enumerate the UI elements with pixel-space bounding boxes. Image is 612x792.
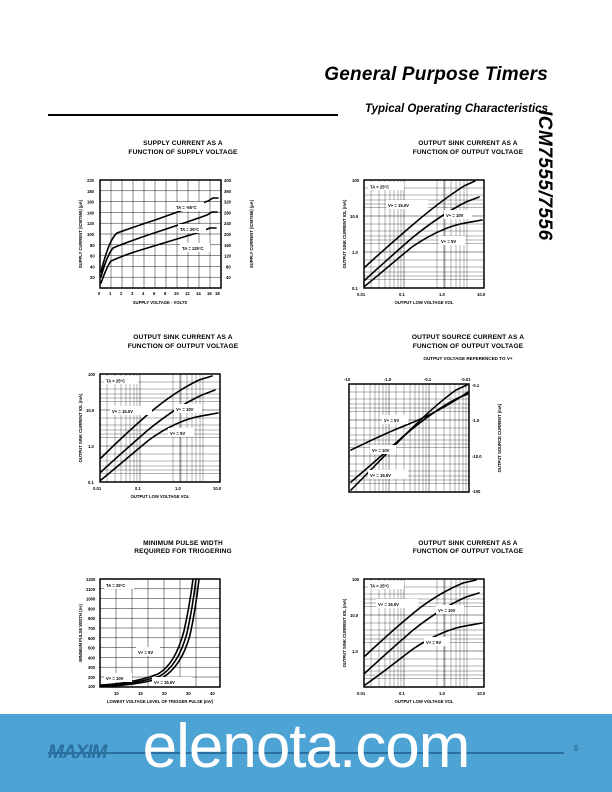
x-axis-label: OUTPUT LOW VOLTAGE VOL	[394, 299, 454, 305]
svg-text:10.0: 10.0	[350, 613, 359, 619]
svg-text:700: 700	[88, 626, 95, 632]
x-axis-label: OUTPUT LOW VOLTAGE VOL	[394, 699, 454, 705]
svg-text:1.0: 1.0	[352, 249, 358, 255]
svg-text:TA = -55°C: TA = -55°C	[176, 204, 197, 210]
svg-text:4: 4	[142, 290, 145, 296]
svg-text:140: 140	[87, 210, 94, 216]
svg-text:80: 80	[90, 242, 95, 248]
svg-text:2: 2	[120, 290, 123, 296]
svg-text:V+ = 5V: V+ = 5V	[441, 238, 457, 244]
svg-text:30: 30	[186, 691, 191, 697]
svg-text:14: 14	[196, 290, 201, 296]
svg-text:12: 12	[185, 290, 190, 296]
plot-svg	[60, 356, 256, 506]
svg-text:40: 40	[226, 274, 231, 280]
plot-svg	[60, 162, 256, 312]
svg-text:V+ = 10V: V+ = 10V	[438, 608, 456, 614]
x-axis-label: SUPPLY VOLTAGE - VOLTS	[132, 299, 188, 305]
svg-text:220: 220	[87, 177, 94, 183]
x-axis-label: OUTPUT LOW VOLTAGE VOL	[130, 493, 190, 499]
svg-text:320: 320	[224, 199, 231, 205]
figure-output-sink-current-mid	[0, 334, 306, 512]
svg-text:0.1: 0.1	[135, 485, 141, 491]
x-axis-ticks	[357, 691, 486, 696]
svg-text:V+ = 10V: V+ = 10V	[176, 406, 194, 412]
figure-row-1	[0, 140, 612, 312]
figure-title: OUTPUT SINK CURRENT AS A FUNCTION OF OUTPUT VOLTAGE	[412, 539, 524, 556]
svg-text:1.0: 1.0	[88, 443, 94, 449]
x-axis-top-ticks	[344, 377, 471, 382]
svg-text:0.1: 0.1	[352, 285, 358, 291]
svg-text:0.01: 0.01	[93, 485, 102, 491]
svg-text:V+ = 10V: V+ = 10V	[372, 447, 390, 453]
plot-area	[60, 356, 306, 506]
svg-text:300: 300	[88, 665, 95, 671]
svg-text:10: 10	[114, 691, 119, 697]
svg-text:V+ = 5V: V+ = 5V	[170, 430, 186, 436]
svg-text:3: 3	[131, 290, 134, 296]
svg-text:400: 400	[88, 655, 95, 661]
page-title: General Purpose Timers	[324, 64, 548, 85]
svg-text:20: 20	[90, 274, 95, 280]
page-number: 5	[574, 744, 579, 753]
svg-text:16: 16	[207, 290, 212, 296]
svg-text:160: 160	[224, 242, 231, 248]
svg-text:1100: 1100	[86, 587, 96, 593]
y-axis-left-ticks	[350, 178, 360, 291]
svg-text:0: 0	[98, 290, 101, 296]
svg-text:TA = 25°C: TA = 25°C	[180, 226, 200, 232]
svg-text:40: 40	[90, 264, 95, 270]
y-axis-right-ticks	[224, 178, 232, 280]
svg-text:180: 180	[87, 188, 94, 194]
svg-text:-0.01: -0.01	[461, 376, 471, 382]
plot-svg	[60, 561, 256, 711]
svg-text:V+ = 15.0V: V+ = 15.0V	[112, 408, 133, 414]
svg-text:-1.0: -1.0	[384, 376, 392, 382]
plot-svg	[324, 362, 520, 512]
svg-text:0.01: 0.01	[357, 291, 366, 297]
svg-text:600: 600	[88, 636, 95, 642]
svg-text:1.0: 1.0	[175, 485, 181, 491]
svg-text:40: 40	[210, 691, 215, 697]
svg-text:-10: -10	[344, 376, 351, 382]
svg-text:TA = 25°C: TA = 25°C	[370, 583, 390, 589]
curve-annotations	[368, 415, 408, 479]
svg-text:TA = 25°C: TA = 25°C	[106, 583, 126, 589]
svg-text:1.0: 1.0	[439, 291, 445, 297]
figure-title: OUTPUT SINK CURRENT AS A FUNCTION OF OUTPUT VOLTAGE	[127, 333, 239, 350]
y-axis-label-right: OUTPUT SOURCE CURRENT (mA)	[497, 403, 502, 472]
figure-row-3	[0, 540, 612, 712]
svg-text:360: 360	[224, 188, 231, 194]
svg-text:6: 6	[153, 290, 156, 296]
svg-text:-10.0: -10.0	[472, 453, 482, 459]
svg-text:120: 120	[87, 220, 94, 226]
svg-text:-0.1: -0.1	[472, 382, 480, 388]
svg-text:10.0: 10.0	[86, 407, 95, 413]
figure-minimum-pulse-width	[0, 540, 306, 712]
svg-text:TA = 25°C: TA = 25°C	[370, 184, 390, 190]
svg-text:-1.0: -1.0	[472, 417, 480, 423]
y-axis-right-ticks	[472, 383, 482, 494]
watermark: elenota.com	[142, 712, 470, 781]
svg-text:280: 280	[224, 210, 231, 216]
svg-text:10.0: 10.0	[213, 485, 222, 491]
svg-text:V+ = 15.0V: V+ = 15.0V	[154, 680, 175, 686]
plot-area	[60, 561, 306, 711]
svg-text:-0.1: -0.1	[424, 376, 432, 382]
svg-text:V+ = 15.0V: V+ = 15.0V	[370, 472, 391, 478]
x-axis-ticks	[114, 691, 215, 696]
figure-supply-current-vs-supply-voltage	[0, 140, 306, 312]
svg-text:-100: -100	[472, 488, 481, 494]
svg-text:10.0: 10.0	[350, 213, 359, 219]
figure-title: OUTPUT SOURCE CURRENT AS A FUNCTION OF OUTPUT VOLTAGE	[411, 333, 525, 350]
x-axis-ticks	[93, 486, 222, 491]
svg-text:100: 100	[352, 177, 359, 183]
y-axis-left-ticks	[86, 577, 96, 689]
svg-text:240: 240	[224, 220, 231, 226]
part-number-side-title: ICM7555/7556	[534, 110, 555, 241]
svg-text:1200: 1200	[86, 577, 96, 583]
figure-row-2	[0, 334, 612, 512]
svg-text:1: 1	[109, 290, 112, 296]
curve-annotations	[104, 376, 202, 437]
svg-text:V+ = 10V: V+ = 10V	[106, 676, 124, 682]
svg-text:15: 15	[138, 691, 143, 697]
svg-text:60: 60	[90, 253, 95, 259]
svg-text:120: 120	[224, 253, 231, 259]
figure-title: OUTPUT SINK CURRENT AS A FUNCTION OF OUTPUT VOLTAGE	[412, 140, 524, 156]
y-axis-label-left: MINIMUM PULSE WIDTH (ns)	[78, 604, 83, 663]
y-axis-left-ticks	[87, 178, 95, 280]
svg-text:0.01: 0.01	[357, 691, 366, 697]
svg-text:100: 100	[352, 577, 359, 583]
svg-text:0.1: 0.1	[88, 479, 94, 485]
plot-area	[324, 362, 612, 512]
plot-area	[60, 162, 306, 312]
svg-text:10: 10	[174, 290, 179, 296]
svg-text:V+ = 15.0V: V+ = 15.0V	[388, 202, 409, 208]
svg-text:TA = 125°C: TA = 125°C	[182, 245, 204, 251]
curve-annotations	[368, 581, 464, 646]
svg-text:TA = 25°C: TA = 25°C	[106, 378, 126, 384]
y-axis-label-left: OUTPUT SINK CURRENT IOL (mA)	[342, 598, 347, 668]
y-axis-left-ticks	[350, 577, 360, 654]
svg-text:V+ = 5V: V+ = 5V	[138, 650, 154, 656]
svg-text:160: 160	[87, 199, 94, 205]
svg-text:80: 80	[226, 264, 231, 270]
y-axis-label-left: SUPPLY CURRENT (ICM7555) (µA)	[78, 199, 83, 268]
svg-text:8: 8	[164, 290, 167, 296]
page-subtitle: Typical Operating Characteristics	[364, 103, 548, 115]
svg-text:100: 100	[88, 684, 95, 690]
svg-text:200: 200	[88, 675, 95, 681]
svg-text:1.0: 1.0	[439, 691, 445, 697]
figure-subtitle: OUTPUT VOLTAGE REFERENCED TO V+	[423, 355, 513, 361]
svg-text:0.1: 0.1	[399, 691, 405, 697]
svg-text:900: 900	[88, 606, 95, 612]
svg-text:V+ = 5V: V+ = 5V	[384, 417, 400, 423]
plot-area	[324, 561, 612, 711]
y-axis-label-right: SUPPLY CURRENT (ICM7556) (µA)	[249, 199, 254, 268]
x-axis-ticks	[98, 291, 220, 296]
plot-svg	[324, 561, 520, 711]
svg-text:V+ = 15.0V: V+ = 15.0V	[378, 602, 399, 608]
svg-text:800: 800	[88, 616, 95, 622]
x-axis-label: LOWEST VOLTAGE LEVEL OF TRIGGER PULSE (mV)	[106, 699, 214, 705]
y-axis-label-left: OUTPUT SINK CURRENT IOL (mA)	[342, 199, 347, 269]
figure-title: MINIMUM PULSE WIDTH REQUIRED FOR TRIGGERING	[134, 539, 232, 556]
svg-text:1.0: 1.0	[352, 649, 358, 655]
x-axis-ticks	[357, 292, 486, 297]
figure-output-sink-current-top	[306, 140, 612, 312]
y-axis-left-ticks	[86, 372, 96, 485]
svg-text:400: 400	[224, 177, 231, 183]
curve-annotations	[174, 202, 210, 252]
svg-text:18: 18	[215, 290, 220, 296]
figure-output-source-current	[306, 334, 612, 512]
svg-text:0.1: 0.1	[399, 291, 405, 297]
svg-text:200: 200	[224, 231, 231, 237]
svg-text:20: 20	[162, 691, 167, 697]
figure-title: SUPPLY CURRENT AS A FUNCTION OF SUPPLY VOLTAGE	[128, 140, 238, 156]
svg-text:500: 500	[88, 645, 95, 651]
figure-output-sink-current-bottom	[306, 540, 612, 712]
svg-text:100: 100	[87, 231, 94, 237]
plot-area	[324, 162, 612, 312]
maxim-logo: MAXIM	[48, 742, 107, 763]
svg-text:V+ = 10V: V+ = 10V	[446, 212, 464, 218]
svg-text:100: 100	[88, 371, 95, 377]
figure-grid	[0, 140, 612, 711]
y-axis-label-left: OUTPUT SINK CURRENT IOL (mA)	[78, 393, 83, 462]
svg-text:10.0: 10.0	[477, 291, 486, 297]
svg-text:V+ = 5V: V+ = 5V	[426, 640, 442, 646]
plot-svg	[324, 162, 520, 312]
svg-text:1000: 1000	[86, 596, 96, 602]
svg-text:10.0: 10.0	[477, 691, 486, 697]
